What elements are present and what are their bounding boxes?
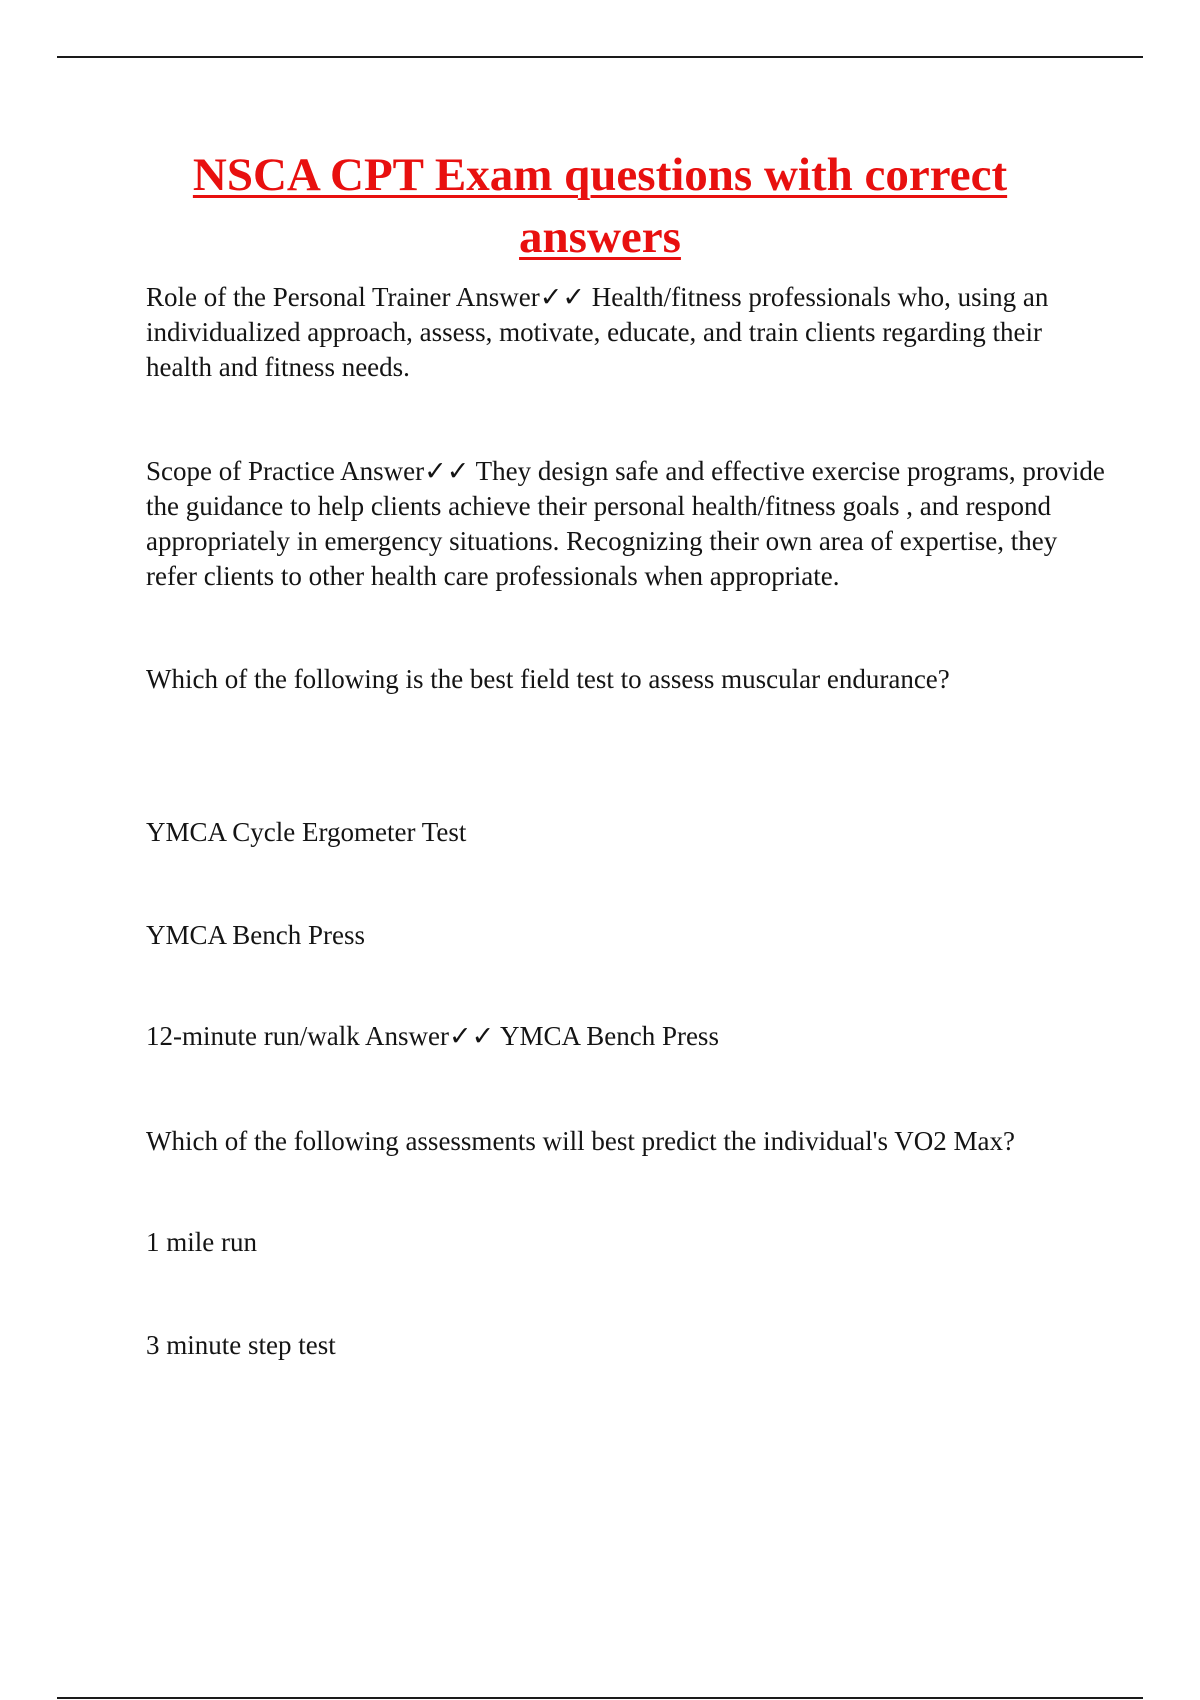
top-rule bbox=[57, 56, 1143, 58]
question-muscular-endurance: Which of the following is the best field test to assess muscular endurance? bbox=[146, 664, 950, 694]
bottom-rule bbox=[57, 1697, 1143, 1699]
option-3-minute-step-test: 3 minute step test bbox=[146, 1330, 336, 1360]
option-ymca-cycle-ergometer: YMCA Cycle Ergometer Test bbox=[146, 817, 467, 847]
answer-scope-of-practice: Scope of Practice Answer✓✓ They design safe and effective exercise programs, provide the guidance to help clients achieve their personal health/fitness goals , and respond appropriately in emergency situations. Recognizing their own area of expertise, they refer clients to other health care professionals when appropriate. bbox=[146, 456, 1105, 591]
page-title bbox=[100, 144, 1100, 268]
option-1-mile-run: 1 mile run bbox=[146, 1227, 257, 1257]
answer-role-of-personal-trainer: Role of the Personal Trainer Answer✓✓ Health/fitness professionals who, using an individualized approach, assess, motivate, educate, and train clients regarding their health and fitness needs. bbox=[146, 282, 1049, 382]
page-title-line-2: answers bbox=[519, 211, 681, 263]
page-title-line-1: NSCA CPT Exam questions with correct bbox=[192, 149, 1008, 201]
option-ymca-bench-press: YMCA Bench Press bbox=[146, 920, 366, 950]
option-12-minute-run-answer: 12-minute run/walk Answer✓✓ YMCA Bench Press bbox=[146, 1021, 719, 1051]
question-vo2-max: Which of the following assessments will best predict the individual's VO2 Max? bbox=[146, 1126, 1015, 1156]
